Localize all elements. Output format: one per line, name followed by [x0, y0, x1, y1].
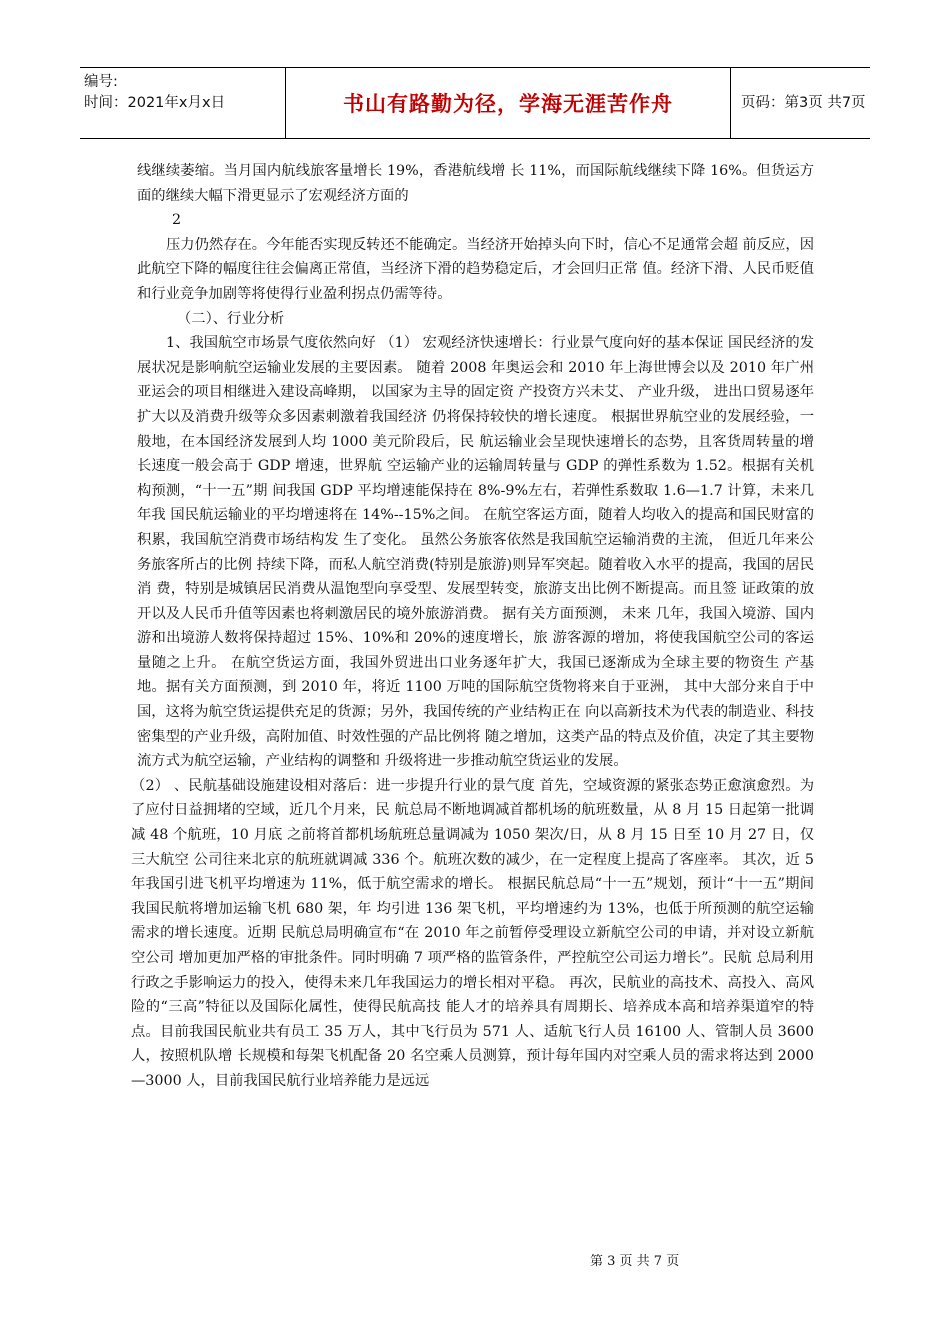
document-number-label: 编号:: [84, 74, 118, 90]
page-footer: 第 3 页 共 7 页: [590, 1254, 680, 1269]
document-body: [131, 159, 814, 1094]
section-heading: （二）、行业分析: [177, 310, 285, 327]
document-time-label: 时间：2021年x月x日: [84, 95, 226, 111]
page-header: [80, 67, 870, 139]
header-motto: 书山有路勤为径，学海无涯苦作舟: [343, 92, 673, 116]
body-paragraph: 压力仍然存在。今年能否实现反转还不能确定。当经济开始掉头向下时，信心不足通常会超 前反应，因此航空下降的幅度往往会偏离正常值，当经济下滑的趋势稳定后，才会回归正常 值。经济下滑、人民币贬值和行业竞争加剧等将使得行业盈利拐点仍需等待。: [137, 236, 814, 302]
body-paragraph: （2） 、民航基础设施建设相对落后：进一步提升行业的景气度 首先，空域资源的紧张态势正愈演愈烈。为了应付日益拥堵的空域，近几个月来，民 航总局不断地调减首都机场的航班数量，从 8 月 15 日起第一批调减 48 个航班，10 月底 之前将首都机场航班总量调减为 1050 架次/日，从 8 月 15 日至 10 月 27 日，仅三大航空 公司往来北京的航班就调减 336 个。航班次数的减少，在一定程度上提高了客座率。 其次，近 5 年我国引进飞机平均增速为 11%，低于航空需求的增长。 根据民航总局“十一五”规划，预计“十一五”期间我国民航将增加运输飞机 680 架，年 均引进 136 架飞机，平均增速约为 13%，也低于所预测的航空运输需求的增长速度。近期 民航总局明确宣布“在 2010 年之前暂停受理设立新航空公司的申请，并对设立新航空公司 增加更加严格的审批条件。同时明确 7 项严格的监管条件，严控航空公司运力增长”。民航 总局利用行政之手影响运力的投入，使得未来几年我国运力的增长相对平稳。 再次，民航业的高技术、高投入、高风险的“三高”特征以及国际化属性，使得民航高技 能人才的培养具有周期长、培养成本高和培养渠道窄的特点。目前我国民航业共有员工 35 万人，其中飞行员为 571 人、适航飞行人员 16100 人、管制人员 3600 人，按照机队增 长规模和每架飞机配备 20 名空乘人员测算，预计每年国内对空乘人员的需求将达到 2000—3000 人，目前我国民航行业培养能力是远远: [131, 777, 814, 1089]
header-motto-cell: [285, 68, 731, 138]
header-meta: [80, 68, 285, 138]
header-page-cell: [731, 68, 870, 138]
header-page-number: 页码：第3页 共7页: [741, 94, 866, 111]
body-paragraph: 线继续萎缩。当月国内航线旅客量增长 19%，香港航线增 长 11%，而国际航线继续下降 16%。但货运方面的继续大幅下滑更显示了宏观经济方面的: [137, 163, 814, 204]
page-number-marker: 2: [172, 212, 182, 229]
body-paragraph: 1、我国航空市场景气度依然向好 （1） 宏观经济快速增长：行业景气度向好的基本保证 国民经济的发展状况是影响航空运输业发展的主要因素。 随着 2008 年奥运会和 2010 年上海世博会以及 2010 年广州亚运会的项目相继进入建设高峰期， 以国家为主导的固定资 产投资方兴未艾、 产业升级， 进出口贸易逐年扩大以及消费升级等众多因素刺激着我国经济 仍将保持较快的增长速度。 根据世界航空业的发展经验，一般地，在本国经济发展到人均 1000 美元阶段后，民 航运输业会呈现快速增长的态势，且客货周转量的增长速度一般会高于 GDP 增速，世界航 空运输产业的运输周转量与 GDP 的弹性系数为 1.52。根据有关机构预测，“十一五”期 间我国 GDP 平均增速能保持在 8%-9%左右，若弹性系数取 1.6—1.7 计算，未来几年我 国民航运输业的平均增速将在 14%--15%之间。 在航空客运方面，随着人均收入的提高和国民财富的积累，我国航空消费市场结构发 生了变化。 虽然公务旅客依然是我国航空运输消费的主流， 但近几年来公务旅客所占的比例 持续下降，而私人航空消费(特别是旅游)则异军突起。随着收入水平的提高，我国的居民消 费，特别是城镇居民消费从温饱型向享受型、发展型转变，旅游支出比例不断提高。而且签 证政策的放开以及人民币升值等因素也将刺激居民的境外旅游消费。 据有关方面预测， 未来 几年，我国入境游、国内游和出境游人数将保持超过 15%、10%和 20%的速度增长，旅 游客源的增加，将使我国航空公司的客运量随之上升。 在航空货运方面，我国外贸进出口业务逐年扩大，我国已逐渐成为全球主要的物资生 产基地。据有关方面预测，到 2010 年，将近 1100 万吨的国际航空货物将来自于亚洲， 其中大部分来自于中国，这将为航空货运提供充足的货源；另外，我国传统的产业结构正在 向以高新技术为代表的制造业、科技密集型的产业升级，高附加值、时效性强的产品比例将 随之增加，这类产品的特点及价值，决定了其主要物流方式为航空运输，产业结构的调整和 升级将进一步推动航空货运业的发展。: [137, 335, 814, 770]
